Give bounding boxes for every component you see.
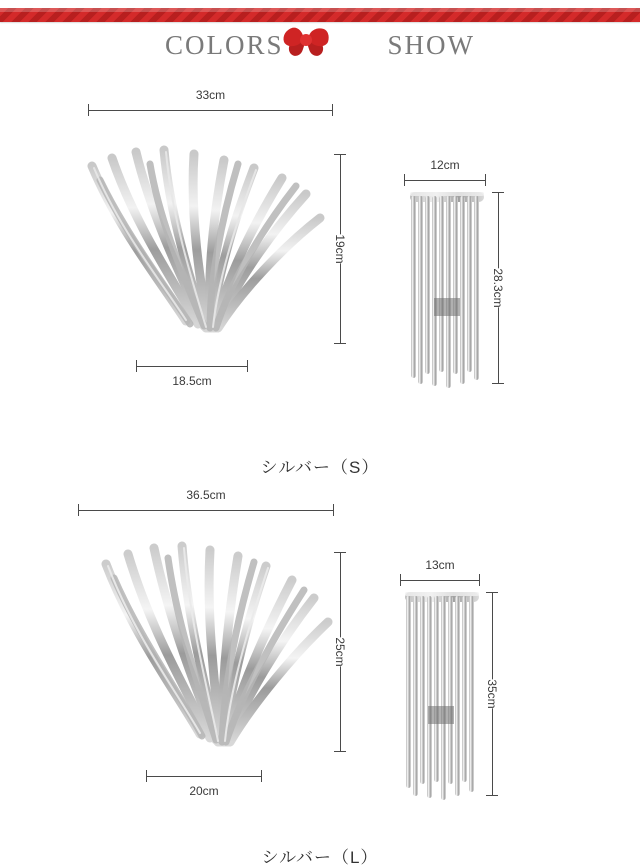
dim-large-side-height-label: 35cm bbox=[485, 679, 499, 709]
dim-large-height-label: 25cm bbox=[333, 637, 347, 667]
dim-large-top-width-label: 36.5cm bbox=[78, 488, 334, 502]
small-side-view-panel bbox=[396, 96, 536, 396]
dim-small-base-width-label: 18.5cm bbox=[136, 374, 248, 388]
dim-large-side-width-label: 13cm bbox=[400, 558, 480, 572]
dim-small-height bbox=[334, 154, 346, 344]
dim-small-side-height-label: 28.3cm bbox=[491, 268, 505, 308]
dim-large-top-width bbox=[78, 488, 334, 516]
fruit-basket-folded-view-large bbox=[400, 590, 484, 802]
dim-large-base-width-label: 20cm bbox=[146, 784, 262, 798]
dim-small-side-height bbox=[492, 192, 504, 384]
fruit-basket-top-view-small bbox=[78, 138, 330, 353]
dim-small-side-width-label: 12cm bbox=[404, 158, 486, 172]
small-front-view-panel bbox=[78, 88, 348, 396]
large-side-view-panel bbox=[386, 496, 536, 806]
large-front-view-panel bbox=[78, 488, 348, 806]
product-section-large bbox=[0, 408, 640, 867]
dim-large-height bbox=[334, 552, 346, 752]
dim-small-top-width bbox=[88, 88, 333, 116]
page-title-left: COLORS bbox=[164, 30, 284, 60]
caption-small: シルバー（S） bbox=[260, 458, 380, 477]
caption-large: シルバー（L） bbox=[261, 848, 379, 867]
page-title bbox=[0, 30, 640, 61]
page-header bbox=[0, 0, 640, 78]
fruit-basket-top-view-large bbox=[88, 538, 338, 770]
dim-large-side-height bbox=[486, 592, 498, 796]
ribbon-band-decoration bbox=[0, 8, 640, 22]
dim-large-base-width bbox=[146, 770, 262, 798]
dim-large-side-width bbox=[400, 558, 480, 586]
dim-small-base-width bbox=[136, 360, 248, 388]
fruit-basket-folded-view-small bbox=[404, 190, 490, 390]
dim-small-top-width-label: 33cm bbox=[88, 88, 333, 102]
product-section-small bbox=[0, 78, 640, 477]
dim-small-height-label: 19cm bbox=[333, 234, 347, 264]
page-title-right: SHOW bbox=[387, 30, 476, 60]
dim-small-side-width bbox=[404, 158, 486, 186]
